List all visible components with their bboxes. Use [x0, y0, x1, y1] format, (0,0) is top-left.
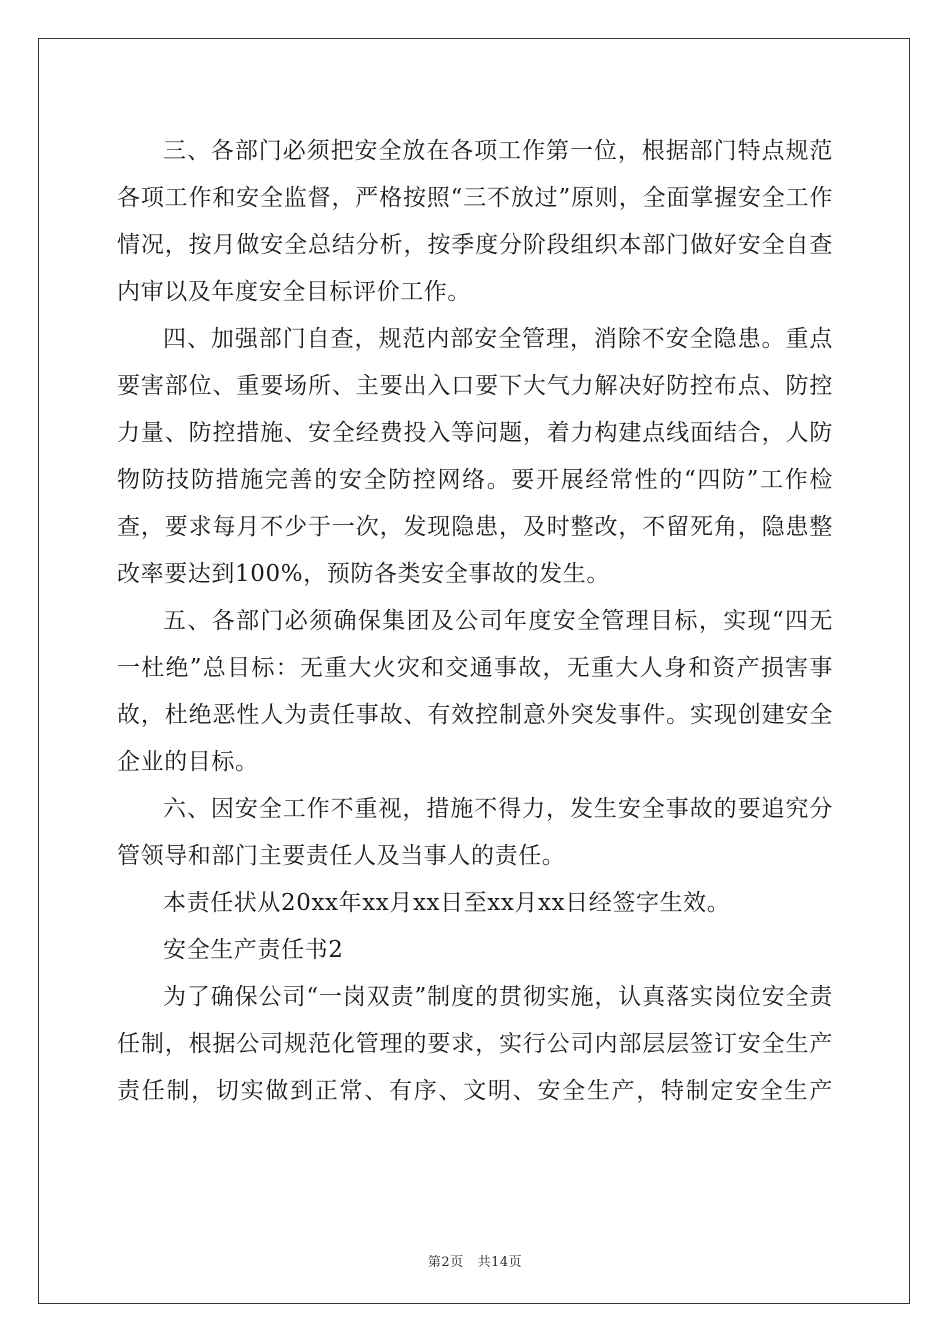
page-number: 第2页 — [427, 1255, 464, 1270]
effective-date-line: 本责任状从20xx年xx月xx日至xx月xx日经签字生效。 — [163, 890, 731, 916]
paragraph-item-5: 五、各部门必须确保集团及公司年度安全管理目标，实现“四无一杜绝”总目标：无重大火灾和交通事故，无重大人身和资产损害事故，杜绝恶性人为责任事故、有效控制意外突发事件。实现创建安全企业的目标。 — [117, 608, 833, 775]
document-body — [117, 128, 833, 1115]
section-title: 安全生产责任书2 — [163, 937, 344, 963]
page-total: 共14页 — [477, 1255, 523, 1270]
paragraph-item-6: 六、因安全工作不重视，措施不得力，发生安全事故的要追究分管领导和部门主要责任人及当事人的责任。 — [117, 796, 833, 869]
section-intro-paragraph: 为了确保公司“一岗双责”制度的贯彻实施，认真落实岗位安全责任制，根据公司规范化管理的要求，实行公司内部层层签订安全生产责任制，切实做到正常、有序、文明、安全生产，特制定安全生产 — [117, 984, 833, 1104]
paragraph-item-3: 三、各部门必须把安全放在各项工作第一位，根据部门特点规范各项工作和安全监督，严格按照“三不放过”原则，全面掌握安全工作情况，按月做安全总结分析，按季度分阶段组织本部门做好安全自查内审以及年度安全目标评价工作。 — [117, 138, 833, 305]
paragraph-item-4: 四、加强部门自查，规范内部安全管理，消除不安全隐患。重点要害部位、重要场所、主要出入口要下大气力解决好防控布点、防控力量、防控措施、安全经费投入等问题，着力构建点线面结合，人防物防技防措施完善的安全防控网络。要开展经常性的“四防”工作检查，要求每月不少于一次，发现隐患，及时整改，不留死角，隐患整改率要达到100%，预防各类安全事故的发生。 — [117, 326, 833, 587]
page-footer — [0, 1251, 950, 1270]
